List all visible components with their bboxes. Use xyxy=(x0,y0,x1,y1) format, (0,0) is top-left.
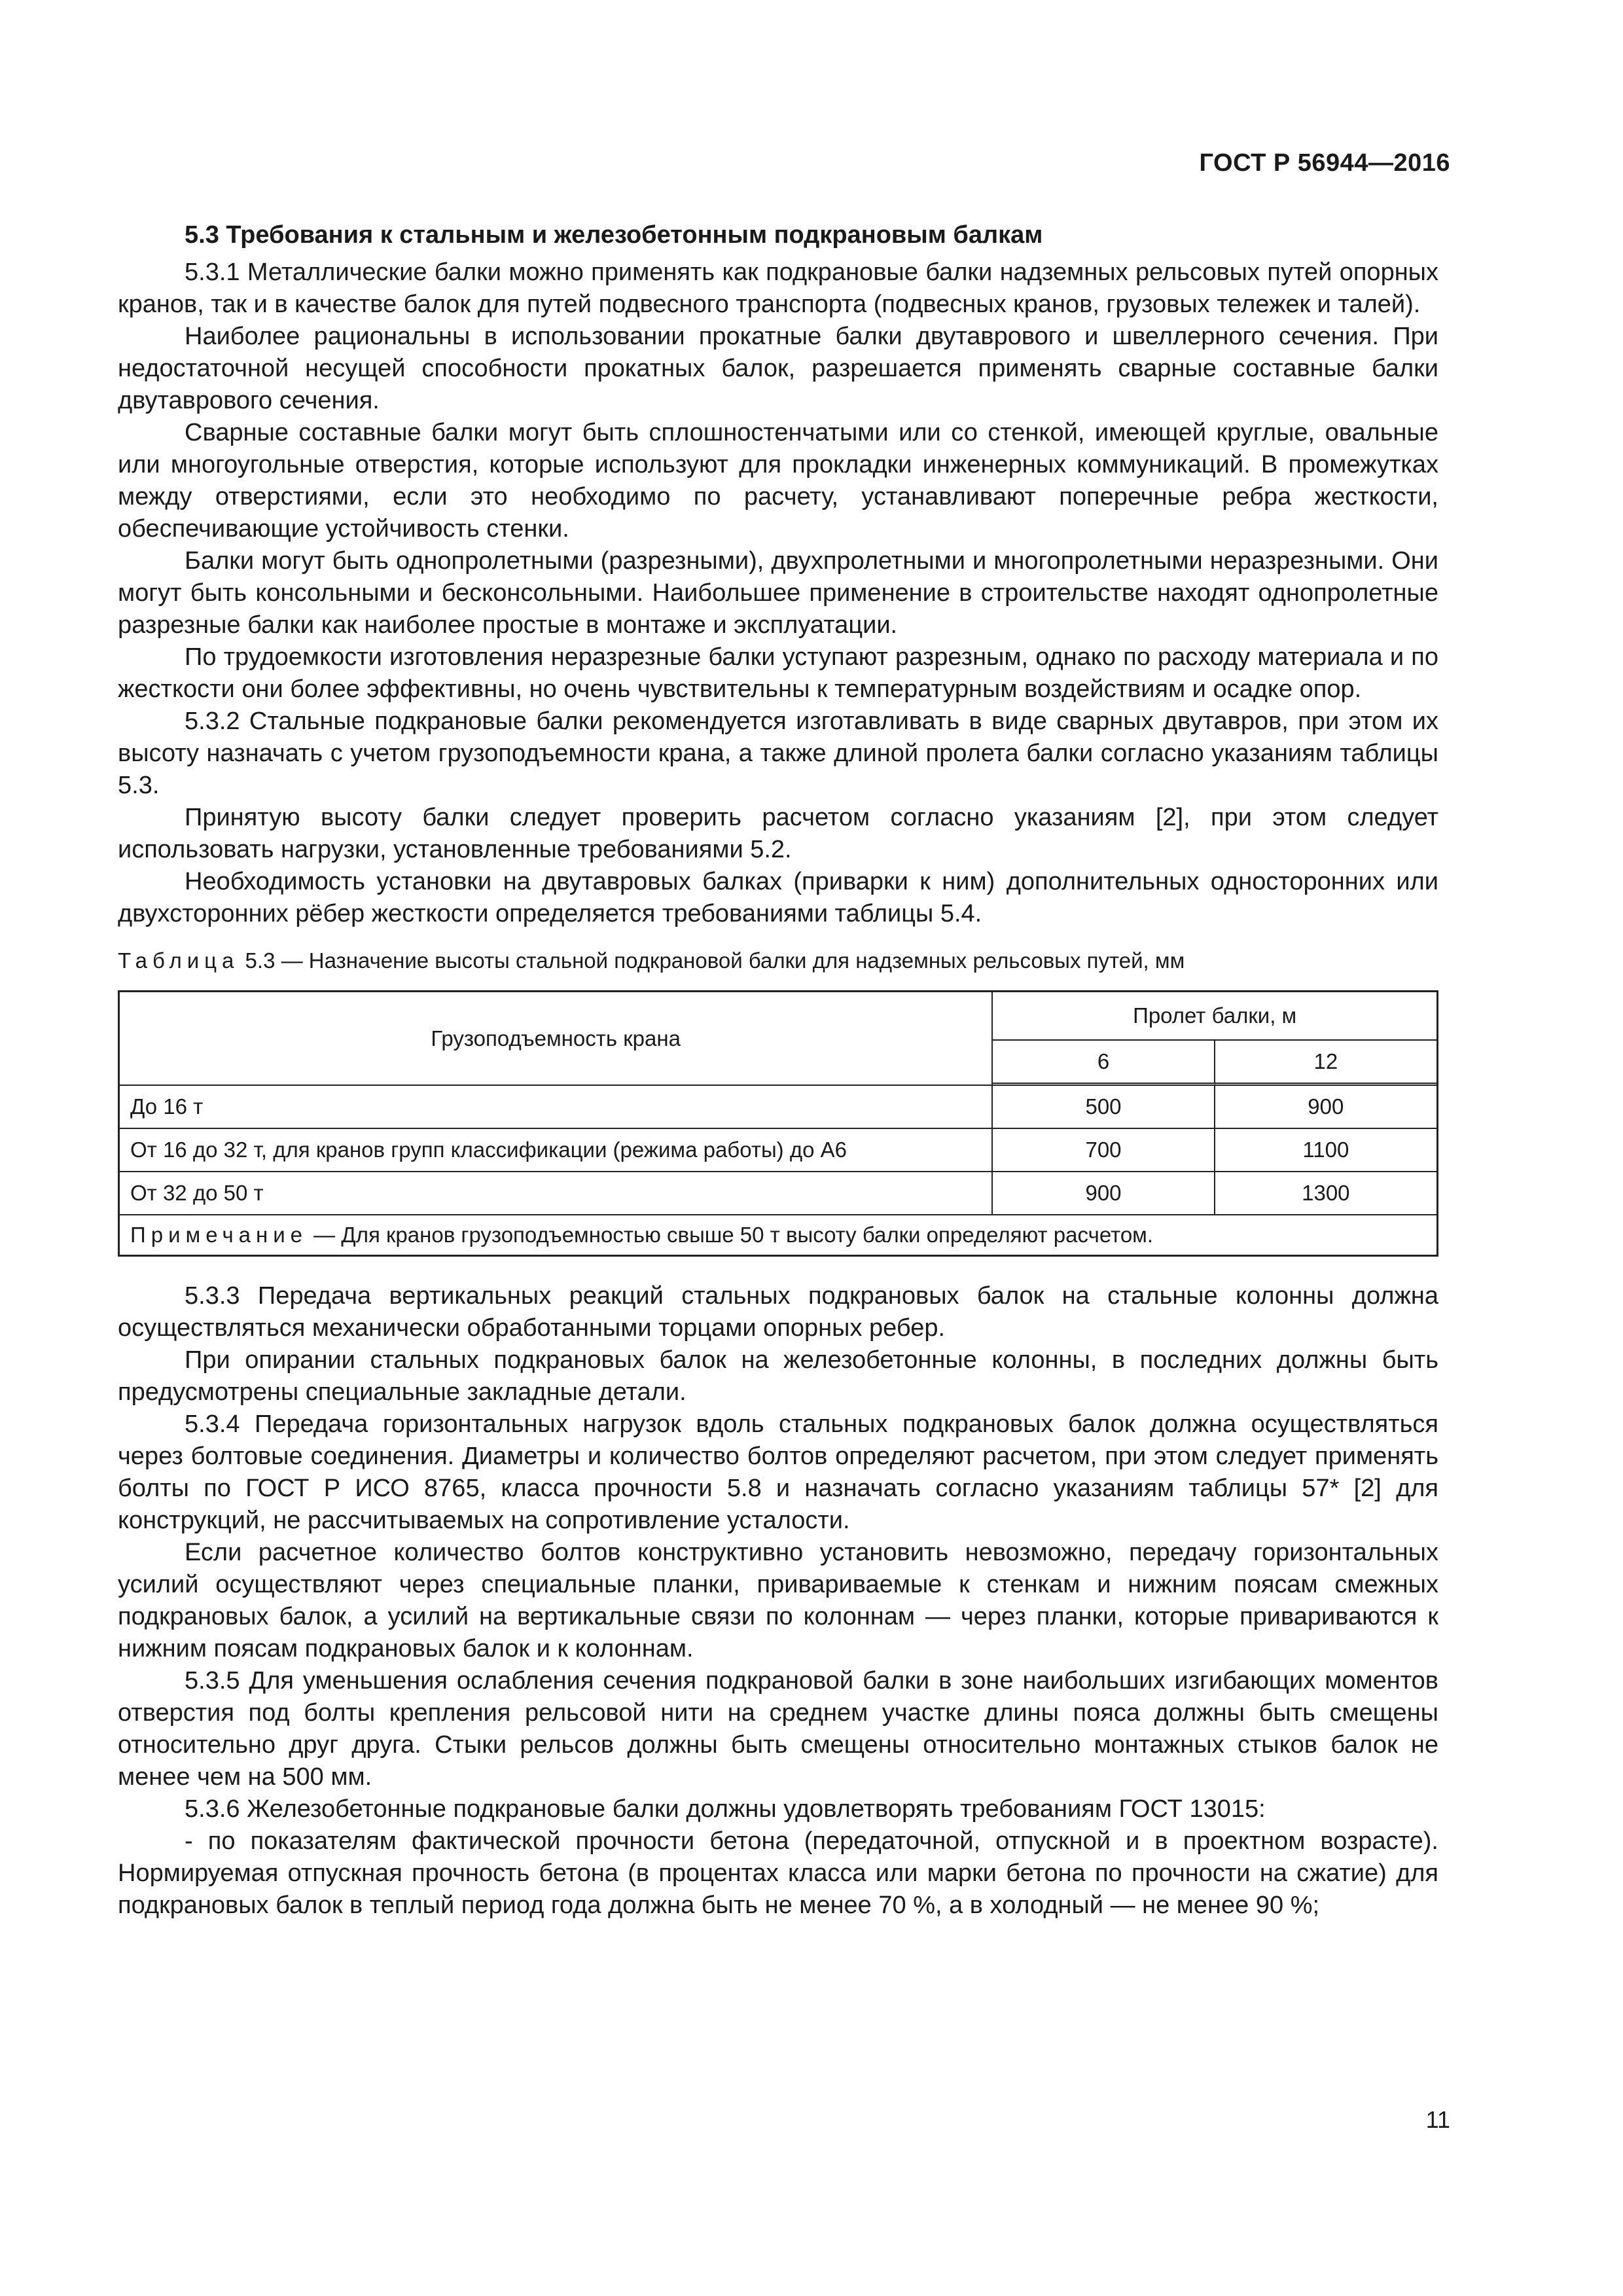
paragraph-bolts-alternative: Если расчетное количество болтов конструктивно установить невозможно, передачу горизонтальных усилий осуществляют через специальные планки, привариваемые к стенкам и нижним поясам смежных подкрановых балок, а усилий на вертикальные связи по колоннам — через планки, которые привариваются к нижним поясам подкрановых балок и к колоннам. xyxy=(118,1539,1438,1662)
header-span-12: 12 xyxy=(1215,1041,1436,1086)
cell-span-12: 1100 xyxy=(1215,1129,1436,1172)
cell-span-6: 500 xyxy=(993,1086,1215,1129)
header-beam-span: Пролет балки, м xyxy=(993,992,1436,1041)
table-row xyxy=(120,1086,1436,1129)
table-note xyxy=(120,1215,1436,1255)
paragraph-span-types: Балки могут быть однопролетными (разрезными), двухпролетными и многопролетными неразрезными. Они могут быть консольными и бесконсольными. Наибольшее применение в строительстве находят однопролетные разрезные балки как наиболее простые в монтаже и эксплуатации. xyxy=(118,547,1438,639)
cell-span-6: 700 xyxy=(993,1129,1215,1172)
table-header-row xyxy=(120,992,1436,1041)
table-caption xyxy=(118,947,1438,975)
table-caption-label: Таблица xyxy=(118,948,240,973)
cell-span-12: 1300 xyxy=(1215,1172,1436,1215)
table-caption-text: 5.3 — Назначение высоты стальной подкрановой балки для надземных рельсовых путей, мм xyxy=(239,948,1185,973)
table-note-label: Примечание xyxy=(130,1223,308,1247)
paragraph-height-check: Принятую высоту балки следует проверить расчетом согласно указаниям [2], при этом следует использовать нагрузки, установленные требованиями 5.2. xyxy=(118,804,1438,863)
cell-span-6: 900 xyxy=(993,1172,1215,1215)
header-crane-capacity: Грузоподъемность крана xyxy=(120,992,993,1086)
paragraph-5-3-5: 5.3.5 Для уменьшения ослабления сечения подкрановой балки в зоне наибольших изгибающих моментов отверстия под болты крепления рельсовой нити на среднем участке длины пояса должны быть смещены относительно друг друга. Стыки рельсов должны быть смещены относительно монтажных стыков балок не менее чем на 500 мм. xyxy=(118,1667,1438,1791)
cell-span-12: 900 xyxy=(1215,1086,1436,1129)
cell-capacity: До 16 т xyxy=(120,1086,993,1129)
cell-capacity: От 32 до 50 т xyxy=(120,1172,993,1215)
beam-height-table xyxy=(118,990,1438,1257)
paragraph-5-3-6: 5.3.6 Железобетонные подкрановые балки должны удовлетворять требованиям ГОСТ 13015: xyxy=(185,1795,1266,1823)
cell-capacity: От 16 до 32 т, для кранов групп классификации (режима работы) до А6 xyxy=(120,1129,993,1172)
table-note-text: — Для кранов грузоподъемностью свыше 50 т высоту балки определяют расчетом. xyxy=(308,1223,1154,1247)
paragraph-labor-intensity: По трудоемкости изготовления неразрезные балки уступают разрезным, однако по расходу материала и по жесткости они более эффективны, но очень чувствительны к температурным воздействиям и осадке опор. xyxy=(118,643,1438,703)
page-number: 11 xyxy=(1425,2106,1450,2133)
document-code-header: ГОСТ Р 56944—2016 xyxy=(1199,149,1450,177)
paragraph-concrete-strength: - по показателям фактической прочности бетона (передаточной, отпускной и в проектном возрасте). Нормируемая отпускная прочность бетона (в процентах класса или марки бетона по прочности на сжатие) для подкрановых балок в теплый период года должна быть не менее 70 %, а в холодный — не менее 90 %; xyxy=(118,1827,1438,1919)
table-note-row xyxy=(120,1215,1436,1255)
table-row xyxy=(120,1129,1436,1172)
paragraph-5-3-3: 5.3.3 Передача вертикальных реакций стальных подкрановых балок на стальные колонны должна осуществляться механически обработанными торцами опорных ребер. xyxy=(118,1282,1438,1342)
paragraph-5-3-1: 5.3.1 Металлические балки можно применять как подкрановые балки надземных рельсовых путей опорных кранов, так и в качестве балок для путей подвесного транспорта (подвесных кранов, грузовых тележек и талей). xyxy=(118,259,1438,318)
paragraph-rational-beams: Наиболее рациональны в использовании прокатные балки двутаврового и швеллерного сечения. При недостаточной несущей способности прокатных балок, разрешается применять сварные составные балки двутаврового сечения. xyxy=(118,323,1438,414)
table-row xyxy=(120,1172,1436,1215)
paragraph-welded-beams: Сварные составные балки могут быть сплошностенчатыми или со стенкой, имеющей круглые, овальные или многоугольные отверстия, которые используют для прокладки инженерных коммуникаций. В промежутках между отверстиями, если это необходимо по расчету, устанавливают поперечные ребра жесткости, обеспечивающие устойчивость стенки. xyxy=(118,419,1438,543)
paragraph-stiffeners: Необходимость установки на двутавровых балках (приварки к ним) дополнительных односторонних или двухсторонних рёбер жесткости определяется требованиями таблицы 5.4. xyxy=(118,868,1438,927)
paragraph-5-3-4: 5.3.4 Передача горизонтальных нагрузок вдоль стальных подкрановых балок должна осуществляться через болтовые соединения. Диаметры и количество болтов определяют расчетом, при этом следует применять болты по ГОСТ Р ИСО 8765, класса прочности 5.8 и назначать согласно указаниям таблицы 57* [2] для конструкций, не рассчитываемых на сопротивление усталости. xyxy=(118,1410,1438,1534)
header-span-6: 6 xyxy=(993,1041,1215,1086)
document-body xyxy=(118,219,1438,1922)
paragraph-5-3-2: 5.3.2 Стальные подкрановые балки рекомендуется изготавливать в виде сварных двутавров, при этом их высоту назначать с учетом грузоподъемности крана, а также длиной пролета балки согласно указаниям таблицы 5.3. xyxy=(118,708,1438,799)
paragraph-concrete-columns: При опирании стальных подкрановых балок на железобетонные колонны, в последних должны быть предусмотрены специальные закладные детали. xyxy=(118,1346,1438,1406)
section-title: 5.3 Требования к стальным и железобетонным подкрановым балкам xyxy=(185,221,1043,249)
